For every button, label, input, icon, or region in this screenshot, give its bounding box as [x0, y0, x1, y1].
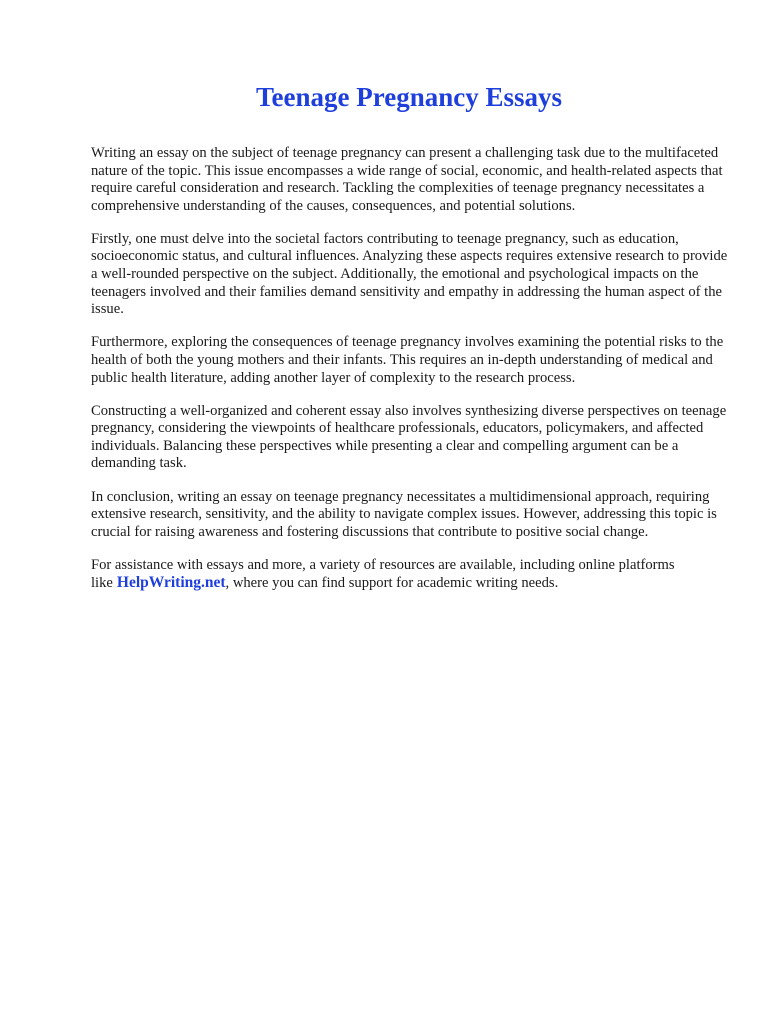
essay-body — [91, 145, 731, 608]
page-title: Teenage Pregnancy Essays — [255, 82, 563, 112]
paragraph-conclusion: In conclusion, writing an essay on teenage pregnancy necessitates a multidimensional approach, requiring extensive research, sensitivity, and the ability to navigate complex issues. However, addressing this topic is crucial for raising awareness and fostering discussions that contribute to positive social change. — [91, 488, 717, 540]
paragraph-societal-factors: Firstly, one must delve into the societal factors contributing to teenage pregnancy, such as education, socioeconomic status, and cultural influences. Analyzing these aspects requires extensive research to provide a well-rounded perspective on the subject. Additionally, the emotional and psychological impacts on the teenagers involved and their families demand sensitivity and empathy in addressing the human aspect of the issue. — [91, 230, 728, 318]
paragraph-perspectives: Constructing a well-organized and coherent essay also involves synthesizing diverse perspectives on teenage pregnancy, considering the viewpoints of healthcare professionals, educators, policymakers, and affected individuals. Balancing these perspectives while presenting a clear and compelling argument can be a demanding task. — [91, 402, 727, 472]
closing-text-before-link: For assistance with essays and more, a variety of resources are available, including online platforms like — [91, 556, 675, 592]
helpwriting-link[interactable]: HelpWriting.net — [116, 574, 226, 592]
paragraph-closing — [91, 557, 731, 593]
paragraph-consequences: Furthermore, exploring the consequences of teenage pregnancy involves examining the potential risks to the health of both the young mothers and their infants. This requires an in-depth understanding of medical and public health literature, adding another layer of complexity to the research process. — [91, 334, 724, 386]
paragraph-intro: Writing an essay on the subject of teenage pregnancy can present a challenging task due to the multifaceted nature of the topic. This issue encompasses a wide range of social, economic, and health-related aspects that require careful consideration and research. Tackling the complexities of teenage pregnancy necessitates a comprehensive understanding of the causes, consequences, and potential solutions. — [91, 145, 723, 214]
closing-text-after-link: , where you can find support for academic writing needs. — [225, 575, 559, 592]
